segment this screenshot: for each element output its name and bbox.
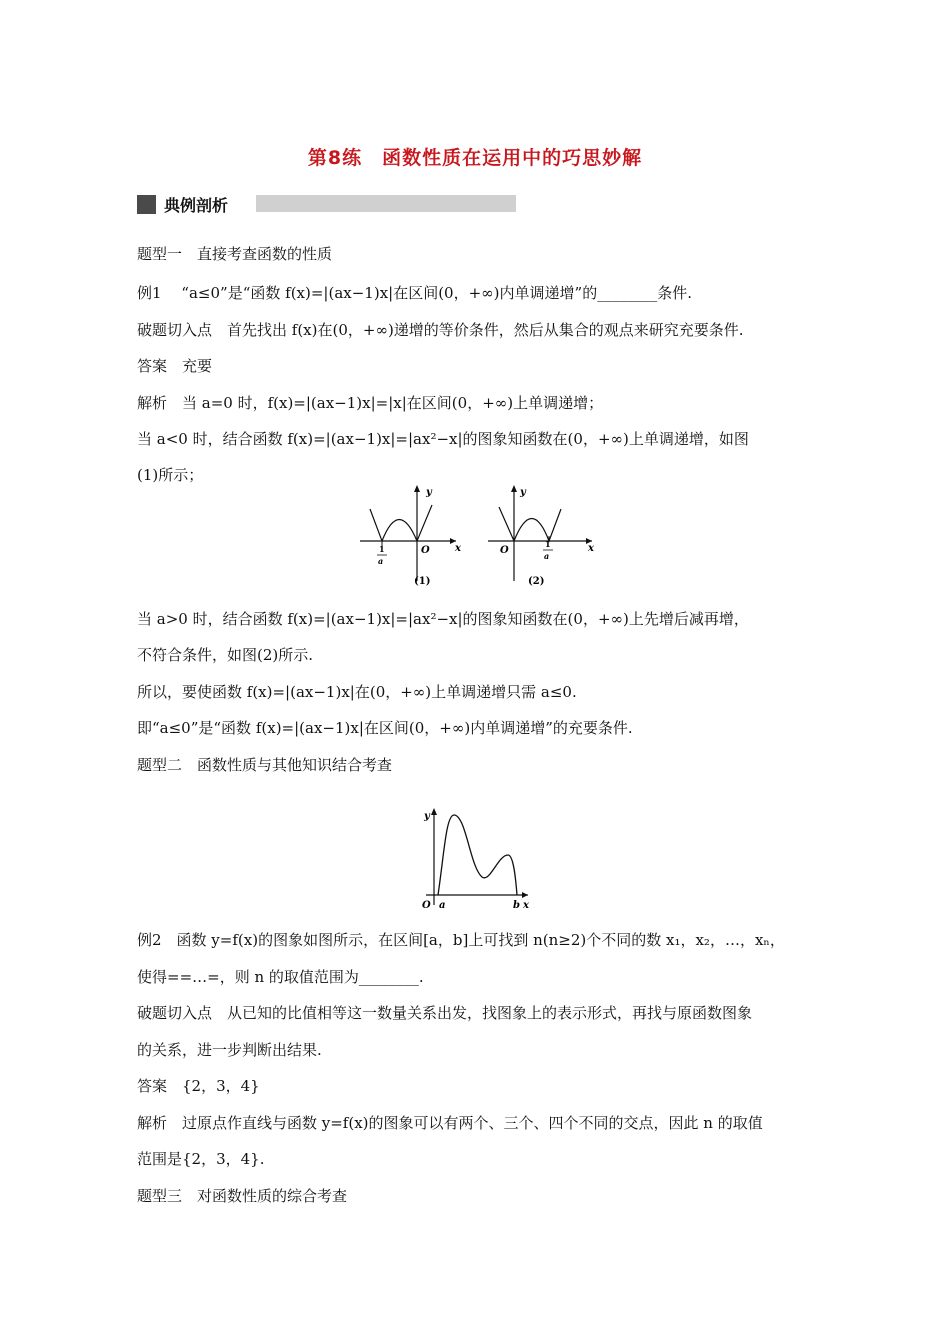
graph-2-x-label: x [588,543,594,554]
graph-2-frac-den: a [544,551,550,561]
heading-type-2: 题型二 函数性质与其他知识结合考查 [137,756,393,774]
graph-2-origin-label: O [500,545,509,556]
approach-2-line-2: 的关系，进一步判断出结果. [137,1041,322,1059]
analysis-2-line-1: 解析 过原点作直线与函数 y=f(x)的图象可以有两个、三个、四个不同的交点，因此 n 的取值 [137,1114,763,1132]
graph-2-caption: (2) [528,576,545,587]
graph-1 [360,485,462,587]
graph-1-frac-den: a [378,556,384,566]
figure-2-origin-label: O [422,900,431,911]
figure-1-graphs [352,483,602,593]
answer-2: 答案 {2，3，4} [137,1077,260,1095]
approach-1: 破题切入点 首先找出 f(x)在(0，+∞)递增的等价条件，然后从集合的观点来研究充要条件. [137,321,744,339]
heading-type-1: 题型一 直接考查函数的性质 [137,245,333,263]
example-1: 例1 “a≤0”是“函数 f(x)=|(ax−1)x|在区间(0，+∞)内单调递增”的________条件. [137,284,692,302]
graph-2-frac-num: 1 [545,539,551,549]
figure-2-graph [420,805,535,912]
page-title: 第8练 函数性质在运用中的巧思妙解 [307,147,643,169]
figure-2-y-label: y [424,811,430,822]
figure-2-b-label: b [513,900,520,911]
graph-1-x-label: x [455,543,461,554]
section-bar [256,195,516,212]
figure-2-x-label: x [523,900,529,911]
analysis-1-line-5: 不符合条件，如图(2)所示. [137,646,314,664]
example-2-line-1: 例2 函数 y=f(x)的图象如图所示，在区间[a，b]上可找到 n(n≥2)个不同的数 x₁，x₂，…，xₙ， [137,931,785,949]
section-marker-icon [137,195,156,214]
analysis-1-line-7: 即“a≤0”是“函数 f(x)=|(ax−1)x|在区间(0，+∞)内单调递增”的充要条件. [137,719,633,737]
graph-1-y-label: y [426,487,432,498]
analysis-1-line-2: 当 a<0 时，结合函数 f(x)=|(ax−1)x|=|ax²−x|的图象知函数在(0，+∞)上单调递增，如图 [137,430,749,448]
graph-2-y-label: y [520,487,526,498]
figure-2-a-label: a [439,900,446,911]
analysis-2-line-2: 范围是{2，3，4}. [137,1150,265,1168]
analysis-1-line-4: 当 a>0 时，结合函数 f(x)=|(ax−1)x|=|ax²−x|的图象知函数在(0，+∞)上先增后减再增， [137,610,749,628]
example-2-line-2: 使得==…=，则 n 的取值范围为________. [137,968,424,986]
answer-1: 答案 充要 [137,357,213,375]
analysis-1-line-1: 解析 当 a=0 时，f(x)=|(ax−1)x|=|x|在区间(0，+∞)上单调递增； [137,394,604,412]
approach-2-line-1: 破题切入点 从已知的比值相等这一数量关系出发，找图象上的表示形式，再找与原函数图象 [137,1004,753,1022]
graph-1-origin-label: O [421,545,430,556]
section-label: 典例剖析 [164,195,229,215]
graph-1-frac-num: 1 [379,544,385,554]
graph-1-caption: (1) [414,576,431,587]
analysis-1-line-3: (1)所示； [137,466,204,484]
section-header [137,193,228,215]
analysis-1-line-6: 所以，要使函数 f(x)=|(ax−1)x|在(0，+∞)上单调递增只需 a≤0. [137,683,577,701]
graph-2 [488,485,595,587]
heading-type-3: 题型三 对函数性质的综合考查 [137,1187,348,1205]
